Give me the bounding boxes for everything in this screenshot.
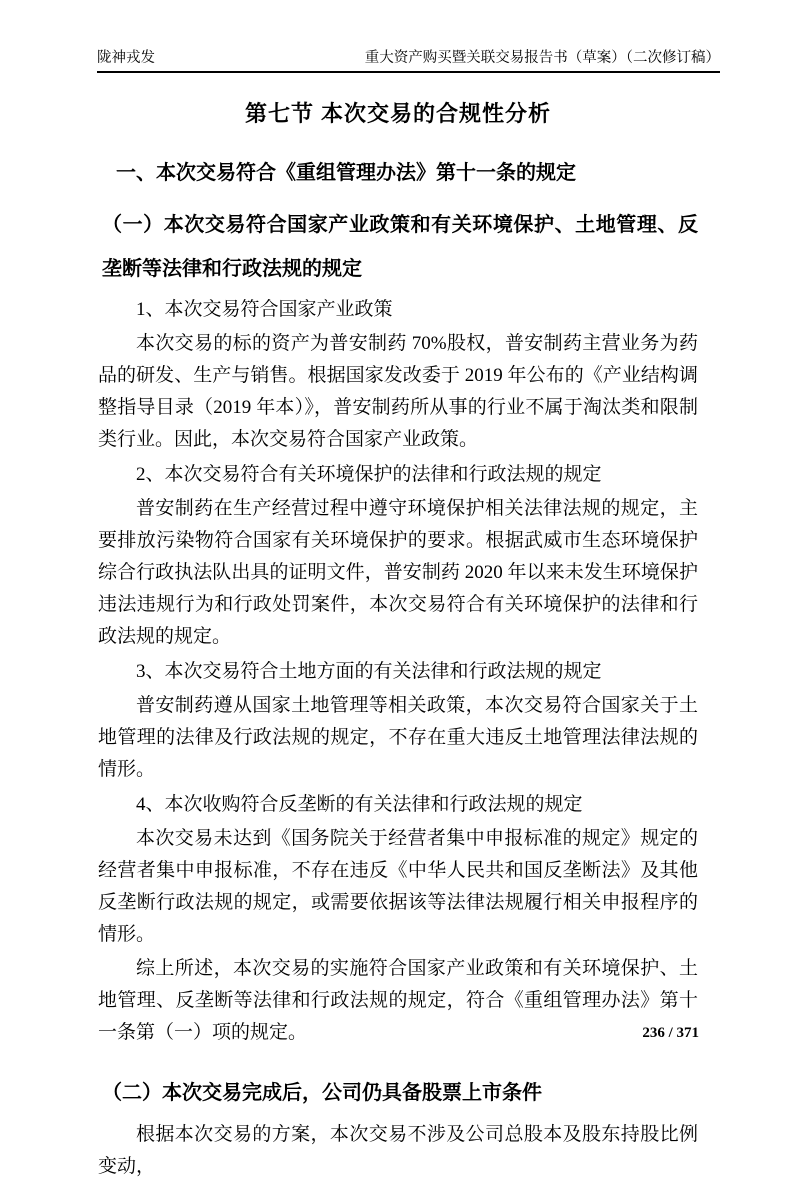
chapter-title: 第七节 本次交易的合规性分析 (244, 101, 552, 126)
item-4-paragraph: 本次交易未达到《国务院关于经营者集中申报标准的规定》规定的经营者集中申报标准，不存在违反《中华人民共和国反垄断法》及其他反垄断行政法规的规定，或需要依据该等法律法规履行相关申报程序的情形。 (98, 828, 698, 945)
item-2-label: 2、本次交易符合有关环境保护的法律和行政法规的规定 (136, 464, 602, 485)
section-heading-1: 一、本次交易符合《重组管理办法》第十一条的规定 (116, 162, 576, 184)
subsection-1-2-paragraph: 根据本次交易的方案，本次交易不涉及公司总股本及股东持股比例变动， (98, 1124, 698, 1177)
item-2-paragraph: 普安制药在生产经营过程中遵守环境保护相关法律法规的规定，主要排放污染物符合国家有关环境保护的要求。根据武威市生态环境保护综合行政执法队出具的证明文件，普安制药 2020 年以来未发生环境保护违法违规行为和行政处罚案件，本次交易符合有关环境保护的法律和行政法规的规定。 (98, 498, 698, 647)
header-document-title: 重大资产购买暨关联交易报告书（草案）（二次修订稿） (364, 50, 720, 66)
item-1-label: 1、本次交易符合国家产业政策 (136, 299, 393, 320)
item-1-paragraph: 本次交易的标的资产为普安制药 70%股权，普安制药主营业务为药品的研发、生产与销售。根据国家发改委于 2019 年公布的《产业结构调整指导目录（2019 年本）》，普安制药所从事的行业不属于淘汰类和限制类行业。因此，本次交易符合国家产业政策。 (98, 333, 698, 450)
subsection-heading-1-1: （一）本次交易符合国家产业政策和有关环境保护、土地管理、反垄断等法律和行政法规的规定 (102, 214, 698, 280)
subsection-1-1-summary-paragraph: 综上所述，本次交易的实施符合国家产业政策和有关环境保护、土地管理、反垄断等法律和行政法规的规定，符合《重组管理办法》第十一条第（一）项的规定。 (98, 958, 698, 1043)
page-body (98, 0, 698, 1183)
item-4-label: 4、本次收购符合反垄断的有关法律和行政法规的规定 (136, 794, 583, 815)
page-number: 236 / 371 (642, 1025, 699, 1041)
subsection-heading-1-2: （二）本次交易完成后，公司仍具备股票上市条件 (102, 1082, 542, 1104)
item-3-label: 3、本次交易符合土地方面的有关法律和行政法规的规定 (136, 661, 602, 682)
item-3-paragraph: 普安制药遵从国家土地管理等相关政策，本次交易符合国家关于土地管理的法律及行政法规的规定，不存在重大违反土地管理法律法规的情形。 (98, 695, 698, 780)
header-company-name: 陇神戎发 (97, 50, 155, 66)
